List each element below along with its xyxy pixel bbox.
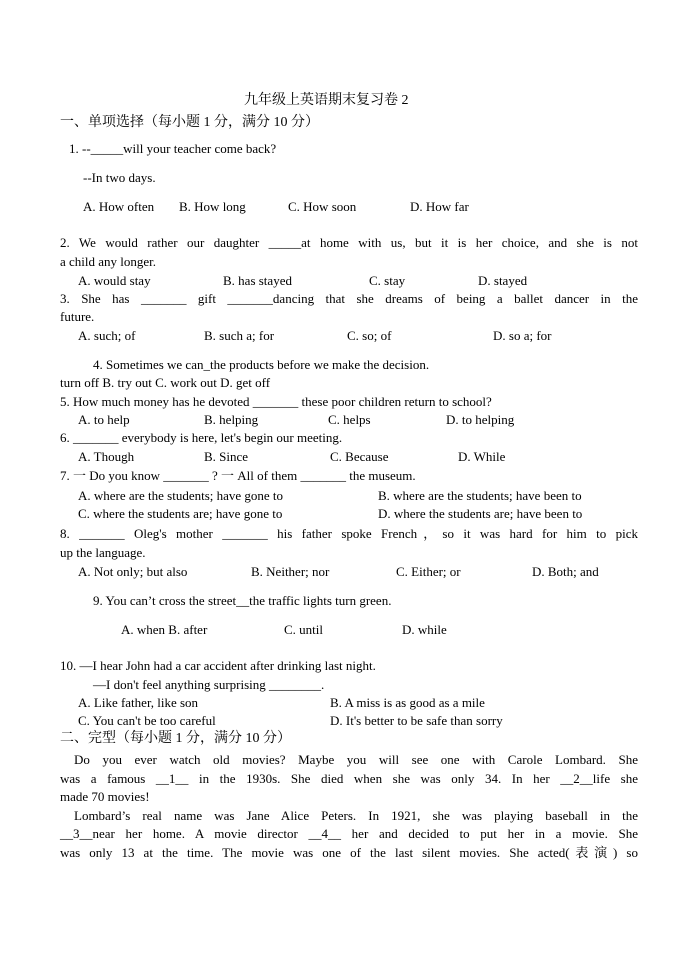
q10-dialog: —I don't feel anything surprising ________. [93,677,325,692]
q2-option-c: C. stay [369,273,406,288]
passage-line-3: made 70 movies! [60,789,150,804]
q2-option-a: A. would stay [78,273,151,288]
q2-stem-line1: 2. We would rather our daughter _____at home with us, but it is her choice, and she is not [60,235,638,250]
q1-option-b: B. How long [179,199,246,214]
q6-option-b: B. Since [204,449,249,464]
passage-line-6: was only 13 at the time. The movie was one of the last silent movies. She acted(表演) so [60,845,638,860]
passage-line-2: was a famous __1__ in the 1930s. She died when she was only 34. In her __2__life she [60,771,638,786]
q7-option-c: C. where the students are; have gone to [78,506,283,521]
q7-option-b: B. where are the students; have been to [378,488,582,503]
q8-option-a: A. Not only; but also [78,564,188,579]
q6-stem: 6. _______ everybody is here, let's begin our meeting. [60,430,343,445]
q6-option-a: A. Though [78,449,135,464]
q3-stem-line2: future. [60,309,95,324]
q3-option-a: A. such; of [78,328,136,343]
q1-dialog: --In two days. [83,170,156,185]
q7-stem: 7. 一 Do you know _______ ? 一 All of them _______ the museum. [60,468,416,483]
q1-option-a: A. How often [83,199,155,214]
passage-line-5: __3__near her home. A movie director __4__ her and decided to put her in a movie. She [60,826,638,841]
q9-option-c: C. until [284,622,324,637]
q8-stem-line2: up the language. [60,545,146,560]
q2-stem-line2: a child any longer. [60,254,157,269]
q1-option-d: D. How far [410,199,469,214]
q9-stem: 9. You can’t cross the street__the traffic lights turn green. [93,593,392,608]
q10-option-c: C. You can't be too careful [78,713,216,728]
q7-option-a: A. where are the students; have gone to [78,488,284,503]
q9-option-d: D. while [402,622,447,637]
section2-heading: 二、完型（每小题 1 分，满分 10 分） [60,731,291,746]
q6-option-d: D. While [458,449,506,464]
passage-line-1: Do you ever watch old movies? Maybe you will see one with Carole Lombard. She [74,752,638,767]
q7-option-d: D. where the students are; have been to [378,506,583,521]
q9-option-ab: A. when B. after [121,622,208,637]
q5-option-a: A. to help [78,412,130,427]
q4-stem: 4. Sometimes we can_the products before we make the decision. [93,357,430,372]
q4-options: turn off B. try out C. work out D. get off [60,375,271,390]
q6-option-c: C. Because [330,449,389,464]
q3-option-d: D. so a; for [493,328,552,343]
q2-option-d: D. stayed [478,273,528,288]
page-title: 九年级上英语期末复习卷 2 [244,93,409,108]
q1-stem: 1. --_____will your teacher come back? [69,141,277,156]
q8-stem-line1: 8. _______ Oleg's mother _______ his father spoke French，so it was hard for him to pick [60,526,638,541]
q8-option-b: B. Neither; nor [251,564,330,579]
q1-option-c: C. How soon [288,199,357,214]
q8-option-c: C. Either; or [396,564,461,579]
q3-option-c: C. so; of [347,328,392,343]
q5-option-d: D. to helping [446,412,515,427]
q8-option-d: D. Both; and [532,564,599,579]
q10-option-b: B. A miss is as good as a mile [330,695,485,710]
passage-line-4: Lombard’s real name was Jane Alice Peters. In 1921, she was playing baseball in the [74,808,638,823]
q5-stem: 5. How much money has he devoted _______ these poor children return to school? [60,394,492,409]
q5-option-c: C. helps [328,412,371,427]
q10-option-d: D. It's better to be safe than sorry [330,713,503,728]
q5-option-b: B. helping [204,412,259,427]
q10-stem: 10. —I hear John had a car accident after drinking last night. [60,658,376,673]
section1-heading: 一、单项选择（每小题 1 分，满分 10 分） [60,115,319,130]
q10-option-a: A. Like father, like son [78,695,199,710]
q3-option-b: B. such a; for [204,328,275,343]
q2-option-b: B. has stayed [223,273,292,288]
q3-stem-line1: 3. She has _______ gift _______dancing that she dreams of being a ballet dancer in the [60,291,638,306]
